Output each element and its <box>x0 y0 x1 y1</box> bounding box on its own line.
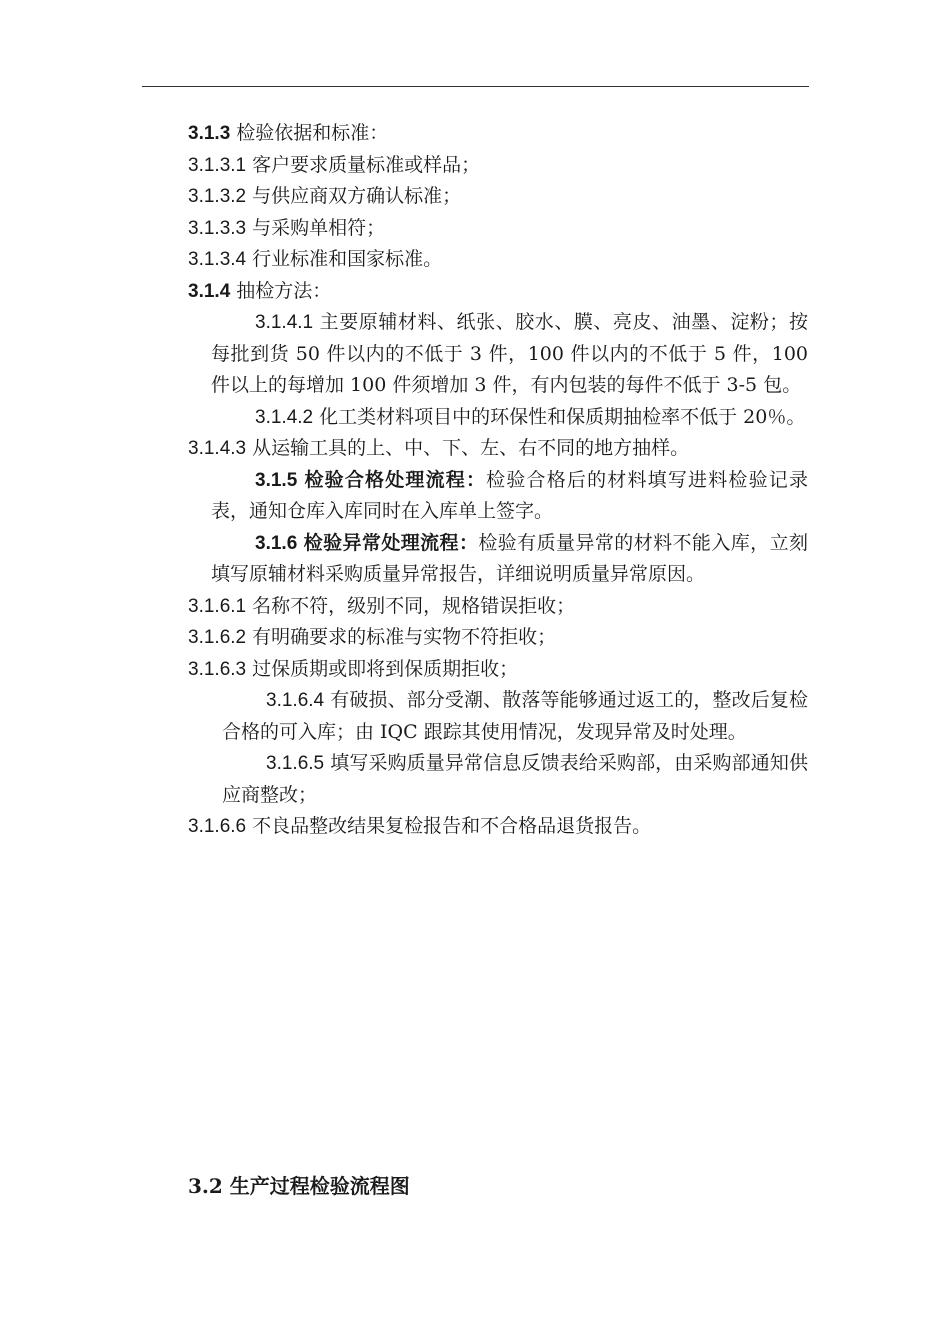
item-number: 3.1.3.3 <box>188 217 247 239</box>
item-text: 主要原辅材料、纸张、胶水、膜、亮皮、油墨、淀粉；按每批到货 50 件以内的不低于 3 件，100 件以内的不低于 5 件，100 件以上的每增加 100 件须增加 3 件，有内包装的每件不低于 3-5 包。 <box>211 311 808 396</box>
item-3-1-6-1 <box>188 591 808 623</box>
section-3-2-heading: 3.2 生产过程检验流程图 <box>188 1174 410 1198</box>
item-number: 3.1.6.2 <box>188 627 247 648</box>
item-3-1-6-4 <box>222 685 808 748</box>
item-number: 3.1.3.4 <box>188 249 247 270</box>
section-3-1-6 <box>211 528 808 591</box>
item-3-1-3-1 <box>188 150 808 182</box>
item-number: 3.1.6.6 <box>188 816 247 837</box>
section-number: 3.1.3 <box>188 123 231 144</box>
item-text: 化工类材料项目中的环保性和保质期抽检率不低于 20％。 <box>319 405 806 428</box>
document-body <box>188 118 808 843</box>
section-3-1-4 <box>188 276 808 308</box>
section-title: 抽检方法： <box>236 279 332 302</box>
item-text: 与采购单相符； <box>252 216 386 239</box>
section-title: 检验合格处理流程： <box>303 468 487 491</box>
item-number: 3.1.4.3 <box>188 438 247 459</box>
item-number: 3.1.3.1 <box>188 154 247 176</box>
item-text: 行业标准和国家标准。 <box>252 248 443 270</box>
item-number: 3.1.6.4 <box>266 690 325 711</box>
item-text: 与供应商双方确认标准； <box>252 185 462 207</box>
section-3-1-3 <box>188 118 808 150</box>
item-3-1-3-2 <box>188 181 808 213</box>
item-text: 名称不符，级别不同，规格错误拒收； <box>252 594 576 617</box>
item-3-1-6-3 <box>188 654 808 686</box>
section-text: 检验有质量异常的材料不能入库，立刻填写原辅材料采购质量异常报告，详细说明质量异常原因。 <box>211 531 808 585</box>
item-3-1-4-2 <box>211 402 808 434</box>
item-text: 客户要求质量标准或样品； <box>252 153 481 176</box>
item-3-1-6-6 <box>188 811 808 843</box>
item-text: 有破损、部分受潮、散落等能够通过返工的，整改后复检合格的可入库；由 IQC 跟踪其使用情况，发现异常及时处理。 <box>222 689 808 743</box>
item-text: 从运输工具的上、中、下、左、右不同的地方抽样。 <box>252 437 690 459</box>
item-3-1-3-4 <box>188 244 808 276</box>
section-3-1-5 <box>211 465 808 528</box>
section-title: 检验依据和标准： <box>236 122 389 144</box>
item-number: 3.1.3.2 <box>188 186 247 207</box>
item-text: 过保质期或即将到保质期拒收； <box>252 657 519 680</box>
item-3-1-3-3 <box>188 213 808 245</box>
header-rule <box>142 86 809 87</box>
item-3-1-4-1 <box>211 307 808 402</box>
item-3-1-4-3 <box>188 433 808 465</box>
item-number: 3.1.6.1 <box>188 595 247 617</box>
item-text: 不良品整改结果复检报告和不合格品退货报告。 <box>252 815 652 837</box>
section-number: 3.1.5 <box>255 469 298 491</box>
item-number: 3.1.6.5 <box>266 753 325 774</box>
section-text: 检验合格后的材料填写进料检验记录表，通知仓库入库同时在入库单上签字。 <box>211 468 808 522</box>
section-number: 3.1.6 <box>255 532 298 554</box>
item-3-1-6-2 <box>188 622 808 654</box>
item-text: 填写采购质量异常信息反馈表给采购部，由采购部通知供应商整改； <box>222 752 808 806</box>
item-text: 有明确要求的标准与实物不符拒收； <box>252 626 557 648</box>
item-number: 3.1.6.3 <box>188 658 247 680</box>
section-number: 3.1.4 <box>188 280 231 302</box>
item-3-1-6-5 <box>222 748 808 811</box>
item-number: 3.1.4.2 <box>255 406 314 428</box>
section-title: 检验异常处理流程： <box>303 531 479 554</box>
item-number: 3.1.4.1 <box>255 312 314 333</box>
